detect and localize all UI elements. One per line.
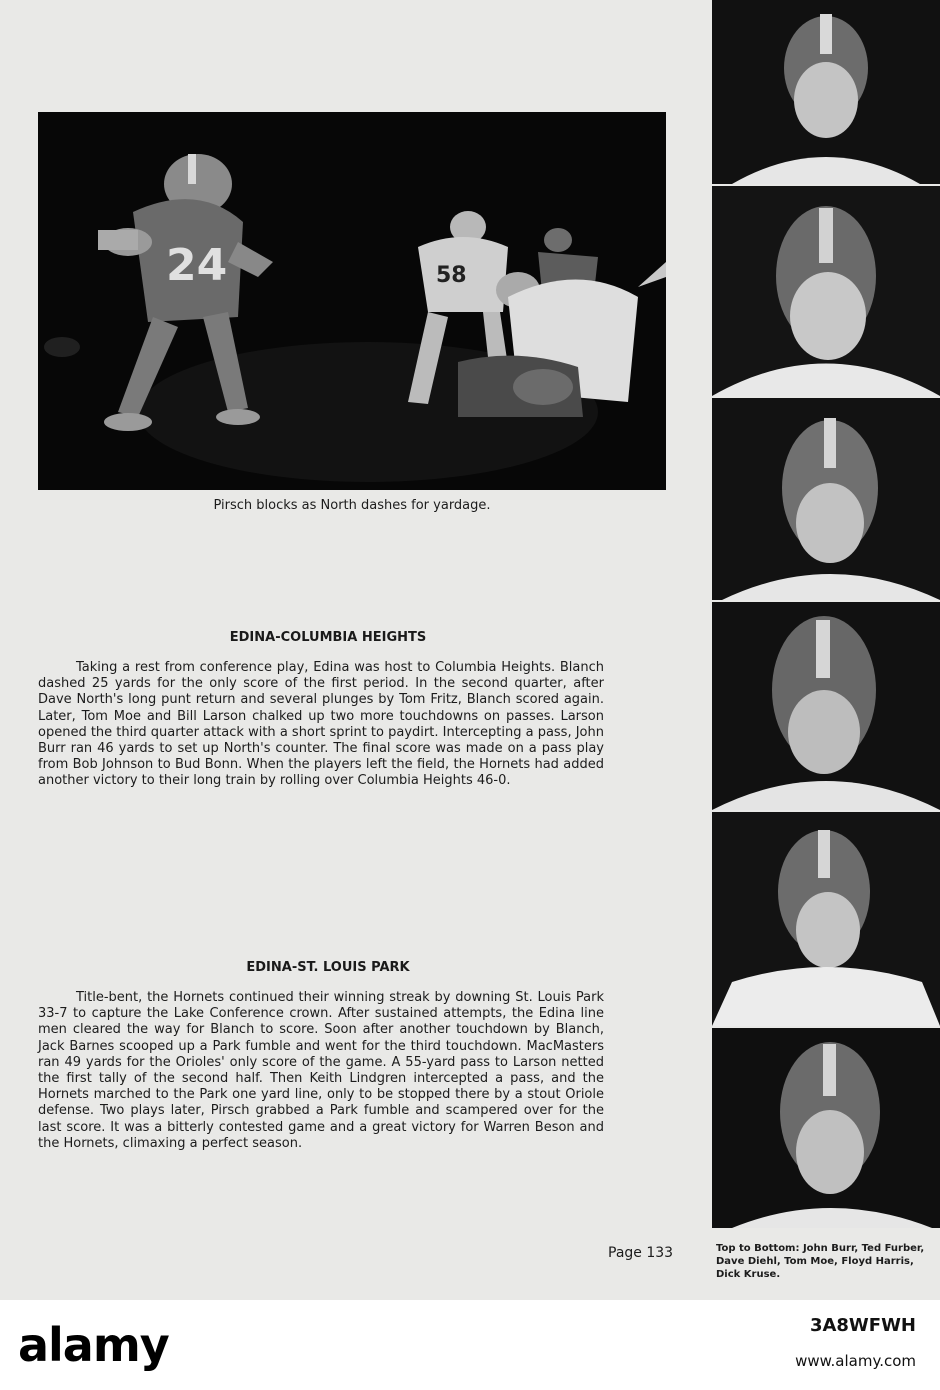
watermark-brand-logo: alamy: [18, 1318, 169, 1372]
main-football-photo: [38, 112, 666, 490]
player-portrait: [712, 0, 940, 186]
article-body-st-louis-park: Title-bent, the Hornets continued their winning streak by downing St. Louis Park 33-7 to capture the Lake Conference crown. After sustained attempts, the Edina line men cleared the way for Blanch to score. Soon after another touchdown by Blanch, Jack Barnes scooped up a Park fumble and went for the third touchdown. MacMasters ran 49 yards for the Orioles' only score of the game. A 55-yard pass to Larson netted the first tally of the second half. Then Keith Lindgren intercepted a pass, and the Hornets marched to the Park one yard line, only to be stopped there by a stout Oriole defense. Two plays later, Pirsch grabbed a Park fumble and scampered over for the last score. It was a bitterly contested game and a great victory for Warren Beson and the Hornets, climaxing a perfect season.: [38, 990, 604, 1151]
portrait-caption: Top to Bottom: John Burr, Ted Furber, Dave Diehl, Tom Moe, Floyd Harris, Dick Kruse.: [716, 1243, 925, 1280]
watermark-url: www.alamy.com: [795, 1352, 916, 1370]
show-through-text: [30, 60, 690, 120]
player-portrait: [712, 812, 940, 1028]
player-portrait: [712, 602, 940, 812]
watermark-image-id: 3A8WFWH: [809, 1315, 916, 1336]
portrait-column: [712, 0, 940, 1228]
football-action-illustration: [38, 112, 666, 490]
jersey-number-24: 24: [166, 240, 228, 291]
page-number: Page 133: [608, 1245, 674, 1261]
player-portrait: [712, 186, 940, 398]
article-body-columbia-heights: Taking a rest from conference play, Edina was host to Columbia Heights. Blanch dashed 25 yards for the only score of the first period. In the second quarter, after Dave North's long punt return and several plunges by Tom Fritz, Blanch scored again. Later, Tom Moe and Bill Larson chalked up two more touchdowns on passes. Larson opened the third quarter attack with a short sprint to paydirt. Intercepting a pass, John Burr ran 46 yards to set up North's counter. The final score was made on a pass play from Bob Johnson to Bud Bonn. When the players left the field, the Hornets had added another victory to their long train by rolling over Columbia Heights 46-0.: [38, 660, 604, 789]
article-headline-columbia-heights: EDINA-COLUMBIA HEIGHTS: [229, 630, 427, 645]
main-photo-caption: Pirsch blocks as North dashes for yardage.: [213, 498, 491, 513]
article-headline-st-louis-park: EDINA-ST. LOUIS PARK: [246, 960, 410, 975]
player-portrait: [712, 398, 940, 602]
player-portrait: [712, 1028, 940, 1230]
jersey-number-58: 58: [436, 263, 467, 288]
